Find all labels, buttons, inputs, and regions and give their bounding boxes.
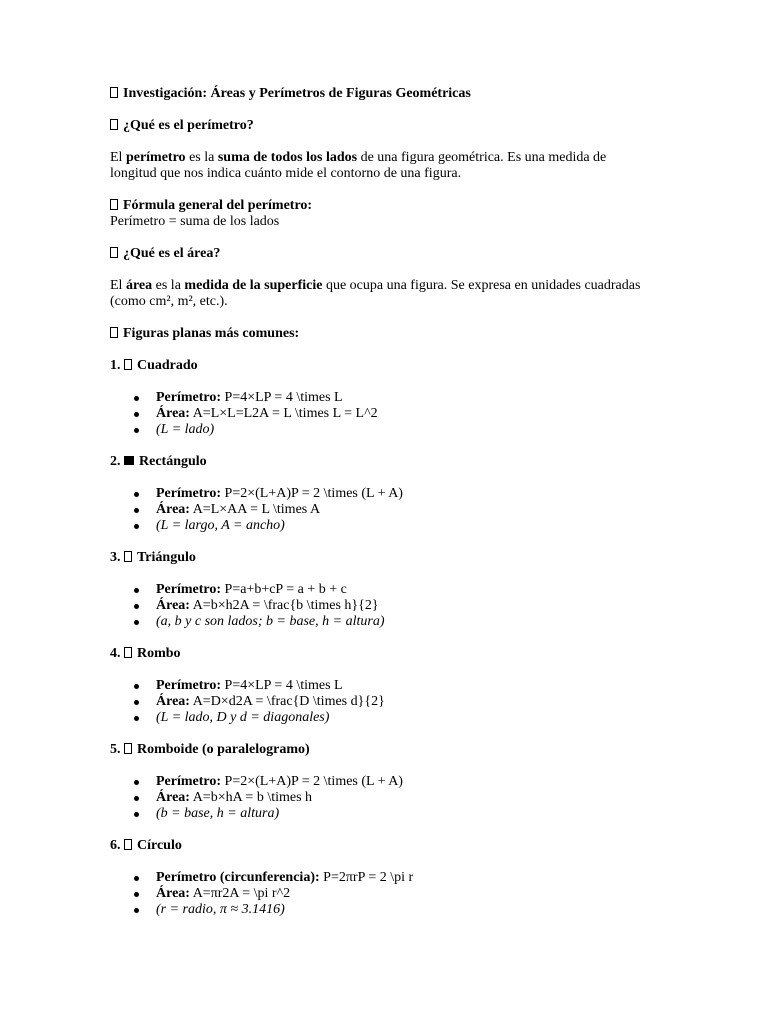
area-heading: ¿Qué es el área? [110, 246, 655, 262]
area-definition: El área es la medida de la superficie que ocupa una figura. Se expresa en unidades cuadradas (como cm², m², etc.). [110, 278, 641, 309]
rectangle-filled-icon [124, 456, 134, 465]
perimeter-definition: El perímetro es la suma de todos los lados de una figura geométrica. Es una medida de longitud que nos indica cuánto mide el contorno de una figura. [110, 150, 607, 181]
figure-list-circulo [110, 870, 655, 918]
document-title: Investigación: Áreas y Perímetros de Figuras Geométricas [110, 86, 655, 102]
formula-text: Perímetro = suma de los lados [110, 214, 280, 229]
missing-glyph-icon [110, 327, 118, 338]
list-item: Área: A=L×AA = L \times A [156, 502, 655, 518]
list-item: Área: A=D×d2A = \frac{D \times d}{2} [156, 694, 655, 710]
circle-icon [124, 839, 132, 850]
list-item: Área: A=L×L=L2A = L \times L = L^2 [156, 406, 655, 422]
square-outline-icon [124, 359, 132, 370]
list-item: Área: A=b×h2A = \frac{b \times h}{2} [156, 598, 655, 614]
list-item: (a, b y c son lados; b = base, h = altura) [156, 614, 655, 630]
figure-list-cuadrado [110, 390, 655, 438]
list-item: Perímetro (circunferencia): P=2πrP = 2 \pi r [156, 870, 655, 886]
list-item: Perímetro: P=2×(L+A)P = 2 \times (L + A) [156, 486, 655, 502]
perimeter-heading: ¿Qué es el perímetro? [110, 118, 655, 134]
missing-glyph-icon [110, 199, 118, 210]
figure-title-rectangulo: 2. Rectángulo [110, 454, 207, 469]
missing-glyph-icon [110, 119, 118, 130]
figure-list-rectangulo [110, 486, 655, 534]
missing-glyph-icon [110, 87, 118, 98]
figure-list-rombo [110, 678, 655, 726]
figure-title-cuadrado: 1. Cuadrado [110, 358, 198, 373]
triangle-icon [124, 551, 132, 562]
list-item: Área: A=b×hA = b \times h [156, 790, 655, 806]
list-item: (L = lado, D y d = diagonales) [156, 710, 655, 726]
figure-title-triangulo: 3. Triángulo [110, 550, 196, 565]
list-item: (b = base, h = altura) [156, 806, 655, 822]
parallelogram-icon [124, 743, 132, 754]
list-item: (L = largo, A = ancho) [156, 518, 655, 534]
list-item: Área: A=πr2A = \pi r^2 [156, 886, 655, 902]
missing-glyph-icon [110, 247, 118, 258]
figure-list-triangulo [110, 582, 655, 630]
list-item: Perímetro: P=4×LP = 4 \times L [156, 678, 655, 694]
figures-heading: Figuras planas más comunes: [110, 326, 655, 342]
formula-heading: Fórmula general del perímetro: [123, 198, 313, 213]
list-item: Perímetro: P=4×LP = 4 \times L [156, 390, 655, 406]
figure-title-rombo: 4. Rombo [110, 646, 181, 661]
rhombus-icon [124, 647, 132, 658]
figure-title-romboide: 5. Romboide (o paralelogramo) [110, 742, 310, 757]
document-content [110, 86, 655, 934]
perimeter-formula [110, 198, 655, 230]
figure-list-romboide [110, 774, 655, 822]
list-item: (L = lado) [156, 422, 655, 438]
list-item: Perímetro: P=2×(L+A)P = 2 \times (L + A) [156, 774, 655, 790]
figure-title-circulo: 6. Círculo [110, 838, 182, 853]
list-item: (r = radio, π ≈ 3.1416) [156, 902, 655, 918]
list-item: Perímetro: P=a+b+cP = a + b + c [156, 582, 655, 598]
